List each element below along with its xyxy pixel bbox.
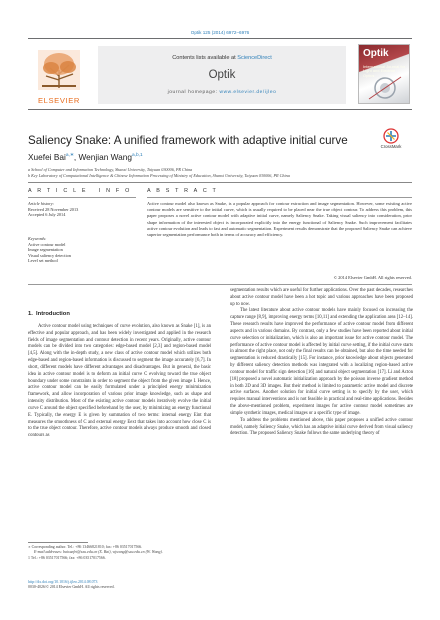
crossmark-icon — [382, 128, 400, 144]
abstract-rule — [147, 197, 412, 198]
intro-paragraph-1-continued: segmentation results which are useful for further applications. Over the past decades, researches about active contour model have been a hot topic and various approaches have been proposed up to now. — [230, 288, 413, 307]
history-title: Article history: — [28, 201, 55, 206]
abstract-divider — [28, 284, 412, 285]
article-info-rule — [28, 197, 136, 198]
received-date: Received 28 November 2013 — [28, 206, 79, 212]
keyword-item: Active contour model — [28, 241, 66, 247]
elsevier-tree-icon — [38, 50, 80, 90]
intro-paragraph-2: The latest literature about active contour models have mainly focused on increasing the capture range [8,9], improving energy terms [10,11] and extending the application area [12–14]. These research results have improved the performance of active contour model from different aspects and in various domains. By contrast, only a few studies have been reported about initial curve selection or initialization, which is also an important issue for active contour model. The performance of active contour model is affected by initial curve setting, if the initial curve starts in almost the right place, not only the final results can be obtained, but also the time needed for segmentation is reduced drastically [15]. For instance, prior knowledge about objects generated by different saliency detection methods was integrated with a localizing region-based active contour model for traffic sign detection [16] and natural object segmentation [17]. Li and Acton [18] proposed a novel automatic initialization approach by the poisson inverse gradient method in both 2D and 3D images. But their method is limited to parametric active model and discrete active surfaces. Another solution for initial curve setting is to specify by the user, which requires manual interventions and is not feasible in practical and real-time applications. Besides the above-mentioned problem, experiment images for active contour model sometimes are simple synthetic images, medical images or a specific type of image. — [230, 308, 413, 416]
author-1-affiliation-marker[interactable]: a,∗ — [65, 153, 74, 159]
accepted-date: Accepted 6 July 2014 — [28, 212, 66, 218]
journal-reference[interactable]: Optik 125 (2014) 6972–6976 — [190, 30, 250, 35]
cover-title: Optik — [363, 48, 389, 59]
contents-line — [98, 55, 346, 61]
footnote-corresponding-author: ∗ Corresponding author. Tel.: +86 13466821810; fax: +86 03517017566. — [28, 545, 143, 549]
cover-subtitle: International Journal for Light and Electron Optics — [363, 64, 406, 78]
journal-banner — [98, 46, 346, 104]
body-column-right — [230, 288, 413, 438]
footnote-email[interactable]: E-mail addresses: baixuefei@sxu.edu.cn (X. Bai), wjwang@sxu.edu.cn (W. Wang). — [34, 550, 163, 555]
masthead — [28, 38, 412, 110]
elsevier-logo — [28, 46, 90, 106]
article-info-heading: A R T I C L E I N F O — [28, 188, 132, 194]
masthead-bottom-rule — [28, 109, 412, 110]
abstract-heading: A B S T R A C T — [147, 188, 219, 194]
homepage-line — [98, 90, 346, 95]
header-divider — [28, 182, 412, 183]
footnote-telephone: 1 Tel.: +86 03517017566; fax: +86 03517017566. — [28, 555, 106, 560]
issn-line: 0030-4026/© 2014 Elsevier GmbH. All rights reserved. — [28, 585, 115, 590]
author-separator: , — [73, 152, 79, 162]
masthead-top-rule — [28, 38, 412, 39]
doi-block — [28, 580, 211, 591]
keyword-item: Level set method — [28, 258, 58, 264]
abstract-text: Active contour model also known as Snake, is a popular approach for contour extraction and image segmentation. However, some existing active contour models are sensitive to the initial curve, which is usually required to be placed near the true object contour. To address this problem, this paper proposes a novel active contour model with adaptive initial curve, namely Saliency Snake. Taking visual saliency into consideration, prior shape information of the interested object is incorporated explicitly into the energy functional of Saliency Snake. Such improvement facilitates active contour evolution and leads to fast and automatic segmentation. Experiment results demonstrate that the proposed Saliency Snake can achieve superior segmentation performance both in terms of accuracy and efficiency. — [147, 201, 412, 238]
elsevier-wordmark: ELSEVIER — [38, 96, 80, 105]
author-list — [28, 152, 143, 162]
journal-homepage-link[interactable]: www.elsevier.de/ijleo — [219, 90, 277, 95]
intro-paragraph-3: To address the problems mentioned above, this paper proposes a unified active contour model, namely Saliency Snake, which has an adaptive initial curve derived from visual saliency detection. The proposed Saliency Snake follows the same underlying theory of — [230, 417, 413, 437]
abstract-copyright: © 2014 Elsevier GmbH. All rights reserved. — [333, 275, 412, 280]
homepage-prefix: journal homepage: — [167, 90, 220, 95]
intro-paragraph-1: Active contour model using techniques of curve evolution, also known as Snake [1], is an effective and popular approach, and has been widely investigated and applied in the research fields of image segmentation and contour detection in recent years. Originally, active contour models can be divided into two categories: edge-based model [2,3] and region-based model [4,5]. Along with the in-depth study, a new class of active contour model which utilizes both edge-based and region-based information is discussed to segment the image accurately [6,7]. In short, different models have different advantages and disadvantages. But in general, the basic idea in active contour model is to deform an initial curve C evolving toward the true object boundary under some constraints in order to segment the object from the given image I. Hence, active contour model can be easily formulated under a principled energy minimization framework, and allow incorporation of various prior image knowledge, such as shape and intensity distribution. Most of the existing active contour models iteratively evolve the initial curve C around the object specified beforehand by the user, by minimizing an energy functional E. Typically, the energy E is given by summation of two terms: internal energy Eint that measures the smoothness of C and external energy Eext that takes into account how close C is to the true object contour. Therefore, active contour models always produce smooth and closed contours as — [28, 324, 211, 439]
doi-link[interactable]: http://dx.doi.org/10.1016/j.ijleo.2014.08.073 — [28, 580, 98, 584]
journal-name: Optik — [208, 69, 236, 81]
body-column-left — [28, 324, 211, 440]
paper-title: Saliency Snake: A unified framework with adaptive initial curve — [28, 134, 348, 147]
sciencedirect-link[interactable]: ScienceDirect — [237, 55, 272, 61]
section-heading-introduction: 1. Introduction — [28, 311, 70, 317]
footnotes — [28, 545, 211, 561]
author-2-affiliation-marker[interactable]: a,b,1 — [131, 153, 143, 159]
keywords-title: Keywords: — [28, 236, 47, 241]
keyword-item: Visual saliency detection — [28, 252, 71, 258]
affiliation-b: b Key Laboratory of Computational Intelligence & Chinese Information Processing of Ministry of Education, Shanxi University, Taiyuan 030006, PR China — [28, 173, 290, 178]
keywords-block — [28, 236, 136, 264]
journal-cover-thumbnail[interactable] — [358, 44, 410, 104]
contents-prefix: Contents lists available at — [172, 55, 238, 61]
article-history — [28, 201, 136, 218]
crossmark-badge[interactable] — [370, 128, 412, 152]
author-1-name[interactable]: Xuefei Bai — [28, 152, 66, 162]
author-2-name[interactable]: Wenjian Wang — [78, 152, 132, 162]
keyword-item: Image segmentation — [28, 247, 63, 253]
cover-graphic-icon — [367, 75, 403, 101]
crossmark-label: CrossMark — [380, 144, 402, 149]
footnote-rule — [28, 542, 88, 543]
affiliation-a: a School of Computer and Information Technology, Shanxi University, Taiyuan 030006, PR China — [28, 167, 193, 172]
